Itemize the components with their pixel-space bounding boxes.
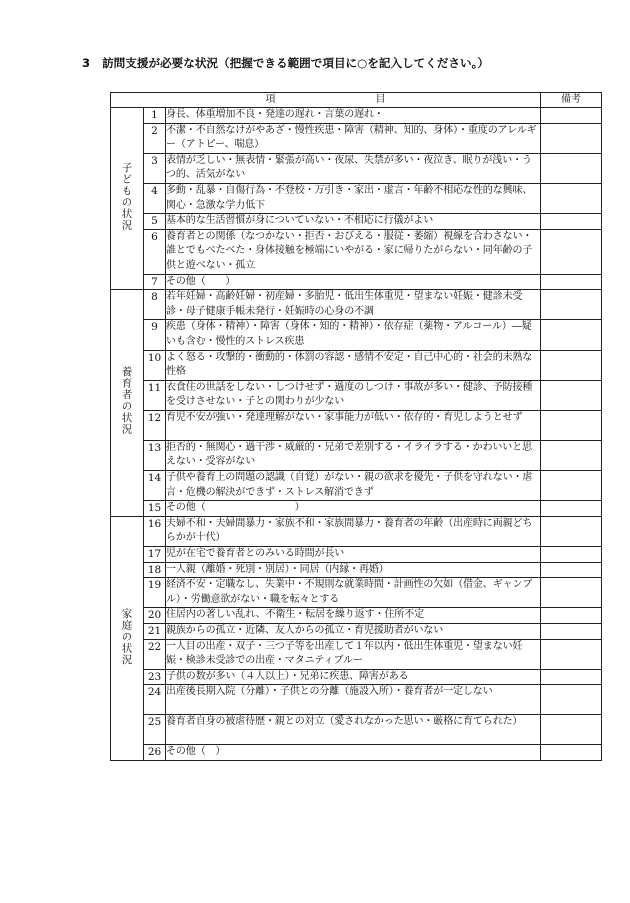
remarks-cell[interactable]	[541, 501, 602, 517]
item-text: 基本的な生活習慣が身についていない・不相応に行儀がよい	[166, 214, 541, 230]
table-header-row	[111, 93, 602, 108]
table-row	[111, 745, 602, 761]
item-number: 17	[144, 547, 166, 563]
remarks-cell[interactable]	[541, 153, 602, 183]
item-number: 10	[144, 350, 166, 380]
table-row	[111, 471, 602, 501]
item-text: 若年妊婦・高齢妊婦・初産婦・多胎児・低出生体重児・望まない妊娠・健診未受診・母子健康手帳未発行・妊娠時の心身の不調	[166, 290, 541, 320]
table-row	[111, 516, 602, 546]
table-row	[111, 624, 602, 640]
item-text: 一人親（離婚・死別・別居）・同居（内縁・再婚）	[166, 562, 541, 578]
table-row	[111, 274, 602, 290]
remarks-cell[interactable]	[541, 123, 602, 153]
header-remarks: 備考	[541, 93, 602, 108]
item-text: 育児不安が強い・発達理解がない・家事能力が低い・依存的・育児しようとせず	[166, 410, 541, 440]
item-number: 1	[144, 108, 166, 124]
item-text: 住居内の著しい乱れ、不衛生・転居を繰り返す・住所不定	[166, 608, 541, 624]
table-body	[111, 108, 602, 761]
item-number: 19	[144, 578, 166, 608]
item-number: 24	[144, 685, 166, 715]
table-row	[111, 183, 602, 213]
item-text: 出産後長期入院（分離）・子供との分離（施設入所）・養育者が一定しない	[166, 685, 541, 715]
remarks-cell[interactable]	[541, 516, 602, 546]
table-row	[111, 608, 602, 624]
remarks-cell[interactable]	[541, 685, 602, 715]
remarks-cell[interactable]	[541, 440, 602, 470]
item-number: 2	[144, 123, 166, 153]
section-title: 訪問支援が必要な状況（把握できる範囲で項目に○を記入してください。）	[102, 56, 489, 70]
table-row	[111, 320, 602, 350]
item-number: 6	[144, 229, 166, 274]
item-number: 25	[144, 715, 166, 745]
category-caregiver	[111, 290, 144, 517]
header-item: 項 目	[111, 93, 541, 108]
table-row	[111, 440, 602, 470]
item-text: 拒否的・無関心・過干渉・威厳的・兄弟で差別する・イライラする・かわいいと思えない・受容がない	[166, 440, 541, 470]
remarks-cell[interactable]	[541, 410, 602, 440]
item-text: その他（ ）	[166, 274, 541, 290]
table-row	[111, 410, 602, 440]
remarks-cell[interactable]	[541, 562, 602, 578]
item-text: 衣食住の世話をしない・しつけせず・過度のしつけ・事故が多い・健診、予防接種を受けさせない・子との関わりが少ない	[166, 380, 541, 410]
remarks-cell[interactable]	[541, 608, 602, 624]
item-text: 親族からの孤立・近隣、友人からの孤立・育児援助者がいない	[166, 624, 541, 640]
category-label: 家庭の状況	[120, 607, 133, 666]
item-number: 23	[144, 669, 166, 685]
item-number: 8	[144, 290, 166, 320]
table-row	[111, 562, 602, 578]
item-text: 不潔・不自然なけがやあざ・慢性疾患・障害（精神、知的、身体）・重度のアレルギー（アトピー、喘息）	[166, 123, 541, 153]
remarks-cell[interactable]	[541, 547, 602, 563]
table-row	[111, 547, 602, 563]
item-text: その他（ ）	[166, 501, 541, 517]
remarks-cell[interactable]	[541, 669, 602, 685]
item-text: 経済不安・定職なし、失業中・不規則な就業時間・計画性の欠如（借金、ギャンブル）・労働意欲がない・職を転々とする	[166, 578, 541, 608]
item-text: 一人目の出産・双子・三つ子等を出産して１年以内・低出生体重児・望まない妊娠・検診未受診での出産・マタニティブルー	[166, 639, 541, 669]
item-number: 20	[144, 608, 166, 624]
visit-support-table	[110, 92, 602, 761]
item-number: 15	[144, 501, 166, 517]
remarks-cell[interactable]	[541, 624, 602, 640]
item-text: 身長、体重増加不良・発達の遅れ・言葉の遅れ・	[166, 108, 541, 124]
table-row	[111, 214, 602, 230]
remarks-cell[interactable]	[541, 214, 602, 230]
table-row	[111, 290, 602, 320]
remarks-cell[interactable]	[541, 471, 602, 501]
item-text: 疾患（身体・精神）・障害（身体・知的・精神）・依存症（薬物・アルコール）―疑いも含む・慢性的ストレス疾患	[166, 320, 541, 350]
category-label: 子どもの状況	[120, 162, 133, 232]
category-label: 養育者の状況	[120, 366, 133, 436]
table-row	[111, 380, 602, 410]
table-row	[111, 669, 602, 685]
item-text: その他（ ）	[166, 745, 541, 761]
table-row	[111, 153, 602, 183]
remarks-cell[interactable]	[541, 380, 602, 410]
remarks-cell[interactable]	[541, 290, 602, 320]
item-number: 12	[144, 410, 166, 440]
remarks-cell[interactable]	[541, 745, 602, 761]
remarks-cell[interactable]	[541, 274, 602, 290]
item-number: 21	[144, 624, 166, 640]
item-number: 3	[144, 153, 166, 183]
item-number: 18	[144, 562, 166, 578]
item-text: 表情が乏しい・無表情・緊張が高い・夜尿、失禁が多い・夜泣き、眠りが浅い・うつ的、活気がない	[166, 153, 541, 183]
table-row	[111, 350, 602, 380]
item-text: 多動・乱暴・自傷行為・不登校・万引き・家出・虚言・年齢不相応な性的な興味、関心・急激な学力低下	[166, 183, 541, 213]
item-number: 9	[144, 320, 166, 350]
remarks-cell[interactable]	[541, 639, 602, 669]
item-number: 4	[144, 183, 166, 213]
item-text: よく怒る・攻撃的・衝動的・体罰の容認・感情不安定・自己中心的・社会的未熟な性格	[166, 350, 541, 380]
section-heading	[82, 55, 602, 71]
item-text: 養育者自身の被虐待歴・親との対立（愛されなかった思い・厳格に育てられた）	[166, 715, 541, 745]
item-text: 夫婦不和・夫婦間暴力・家族不和・家族間暴力・養育者の年齢（出産時に両親どちらかが十代）	[166, 516, 541, 546]
remarks-cell[interactable]	[541, 578, 602, 608]
item-number: 7	[144, 274, 166, 290]
category-child	[111, 108, 144, 290]
category-household	[111, 516, 144, 760]
item-number: 13	[144, 440, 166, 470]
item-number: 5	[144, 214, 166, 230]
table-row	[111, 639, 602, 669]
remarks-cell[interactable]	[541, 229, 602, 274]
remarks-cell[interactable]	[541, 108, 602, 124]
remarks-cell[interactable]	[541, 350, 602, 380]
table-row	[111, 123, 602, 153]
remarks-cell[interactable]	[541, 320, 602, 350]
table-row	[111, 685, 602, 715]
table-row	[111, 578, 602, 608]
item-text: 養育者との関係（なつかない・拒否・おびえる・服従・萎縮）視線を合わさない・誰とでもべたべた・身体接触を極端にいやがる・家に帰りたがらない・同年齢の子供と遊べない・孤立	[166, 229, 541, 274]
item-number: 16	[144, 516, 166, 546]
remarks-cell[interactable]	[541, 715, 602, 745]
table-row	[111, 229, 602, 274]
item-number: 26	[144, 745, 166, 761]
item-number: 11	[144, 380, 166, 410]
table-row	[111, 108, 602, 124]
item-text: 子供の数が多い（４人以上）・兄弟に疾患、障害がある	[166, 669, 541, 685]
item-text: 子供や養育上の問題の認識（自覚）がない・親の欲求を優先・子供を守れない・虐言・危機の解決ができず・ストレス解消できず	[166, 471, 541, 501]
item-number: 14	[144, 471, 166, 501]
remarks-cell[interactable]	[541, 183, 602, 213]
section-number: 3	[82, 56, 91, 70]
item-number: 22	[144, 639, 166, 669]
item-text: 児が在宅で養育者とのみいる時間が長い	[166, 547, 541, 563]
table-row	[111, 501, 602, 517]
table-row	[111, 715, 602, 745]
